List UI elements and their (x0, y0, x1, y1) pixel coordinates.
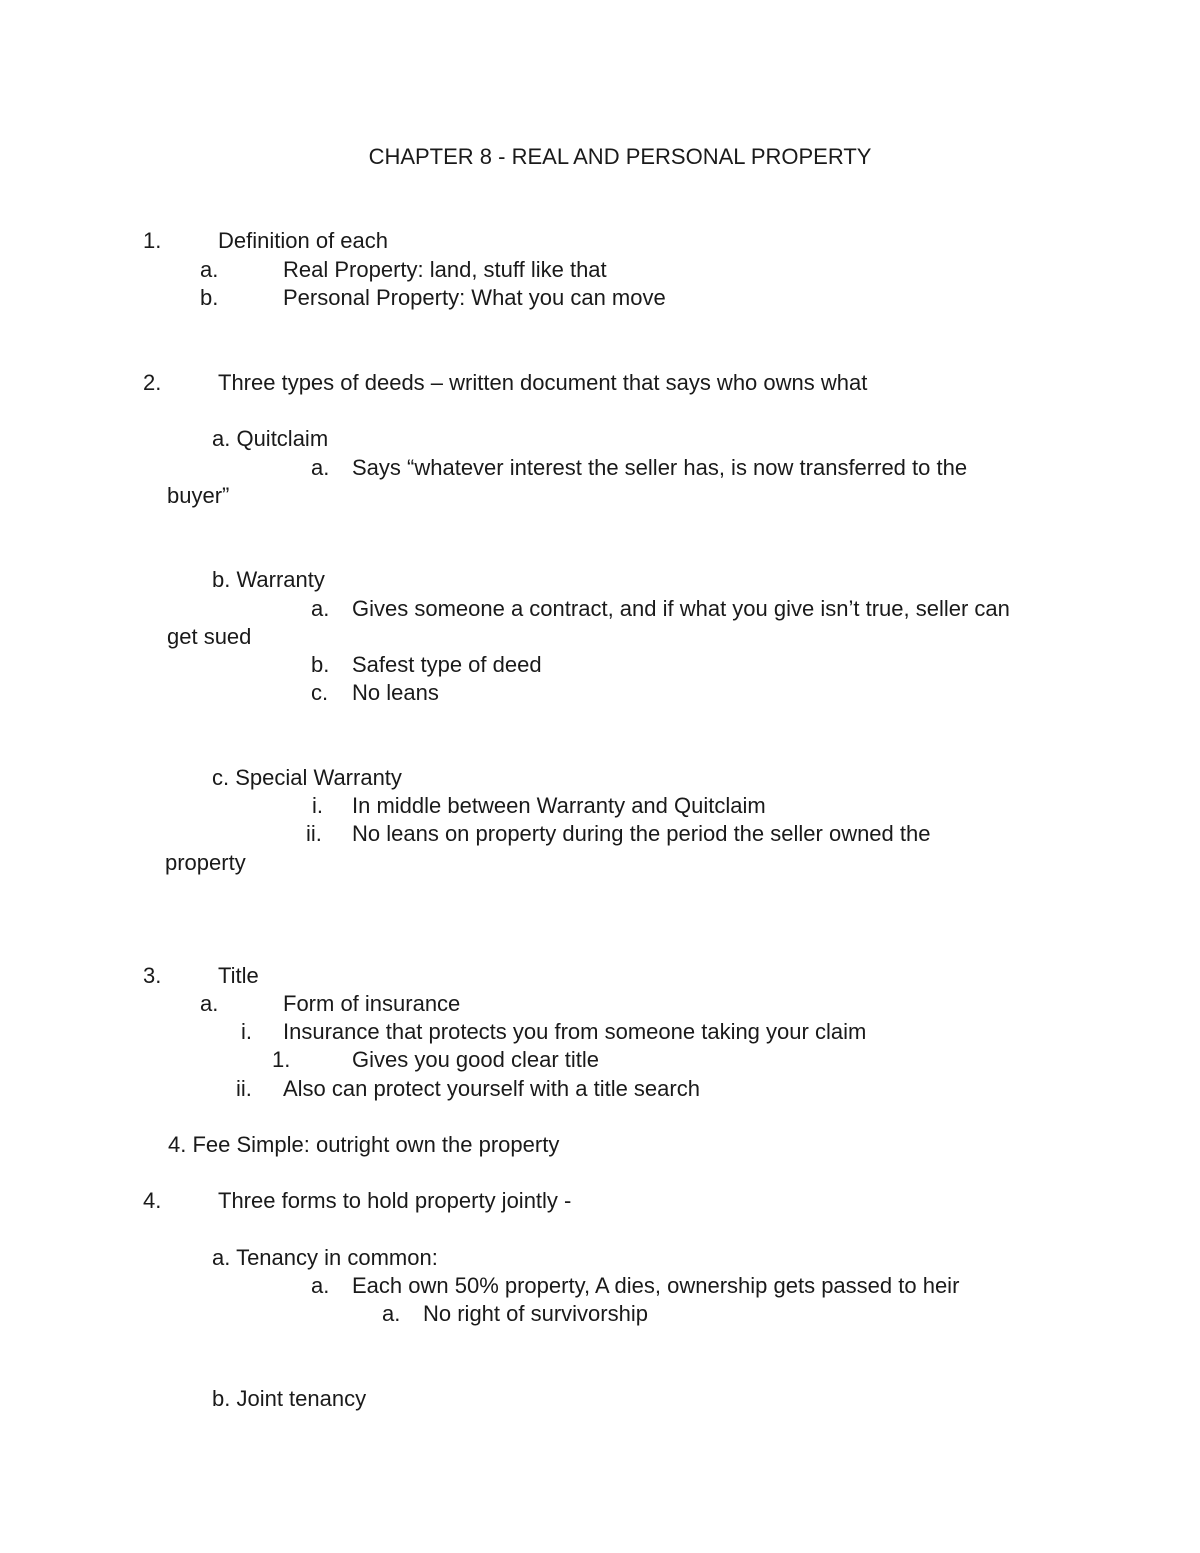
tenancy-a-text: Each own 50% property, A dies, ownership gets passed to heir (352, 1273, 960, 1298)
section-1-heading: Definition of each (218, 228, 388, 253)
quitclaim-a-text: Says “whatever interest the seller has, is now transferred to the (352, 455, 968, 480)
section-3a-i-marker: i. (241, 1019, 252, 1044)
section-3a-i-1-marker: 1. (272, 1047, 291, 1072)
joint-tenancy-heading: b. Joint tenancy (212, 1386, 367, 1411)
special-warranty-i-marker: i. (312, 793, 323, 818)
special-warranty-i-text: In middle between Warranty and Quitclaim (352, 793, 766, 818)
warranty-b-text: Safest type of deed (352, 652, 542, 677)
section-3a-ii-marker: ii. (236, 1076, 252, 1101)
fee-simple-item: 4. Fee Simple: outright own the property (168, 1132, 560, 1157)
section-2-heading: Three types of deeds – written document that says who owns what (218, 370, 868, 395)
section-4-heading: Three forms to hold property jointly - (218, 1188, 572, 1213)
section-3-heading: Title (218, 963, 259, 988)
quitclaim-heading: a. Quitclaim (212, 426, 329, 451)
warranty-c-marker: c. (311, 680, 329, 705)
section-3a-marker: a. (200, 991, 219, 1016)
tenancy-a-a-marker: a. (382, 1301, 401, 1326)
tenancy-a-a-text: No right of survivorship (423, 1301, 648, 1326)
special-warranty-ii-text: No leans on property during the period the seller owned the (352, 821, 931, 846)
warranty-a-marker: a. (311, 596, 330, 621)
special-warranty-ii-continuation: property (165, 850, 246, 875)
section-3a-i-1-text: Gives you good clear title (352, 1047, 600, 1072)
tenancy-a-marker: a. (311, 1273, 330, 1298)
section-3-number: 3. (143, 963, 162, 988)
warranty-b-marker: b. (311, 652, 330, 677)
special-warranty-heading: c. Special Warranty (212, 765, 402, 790)
section-3a-ii-text: Also can protect yourself with a title search (283, 1076, 700, 1101)
section-3a-text: Form of insurance (283, 991, 461, 1016)
section-1b-text: Personal Property: What you can move (283, 285, 666, 310)
section-1a-marker: a. (200, 257, 219, 282)
warranty-heading: b. Warranty (212, 567, 325, 592)
quitclaim-a-continuation: buyer” (167, 483, 230, 508)
warranty-a-continuation: get sued (167, 624, 252, 649)
section-3a-i-text: Insurance that protects you from someone taking your claim (283, 1019, 867, 1044)
section-1b-marker: b. (200, 285, 219, 310)
section-2-number: 2. (143, 370, 162, 395)
warranty-c-text: No leans (352, 680, 439, 705)
document-title: CHAPTER 8 - REAL AND PERSONAL PROPERTY (368, 144, 872, 169)
section-1a-text: Real Property: land, stuff like that (283, 257, 607, 282)
warranty-a-text: Gives someone a contract, and if what you give isn’t true, seller can (352, 596, 1010, 621)
section-4-number: 4. (143, 1188, 162, 1213)
quitclaim-a-marker: a. (311, 455, 330, 480)
tenancy-in-common-heading: a. Tenancy in common: (212, 1245, 438, 1270)
special-warranty-ii-marker: ii. (306, 821, 322, 846)
section-1-number: 1. (143, 228, 162, 253)
